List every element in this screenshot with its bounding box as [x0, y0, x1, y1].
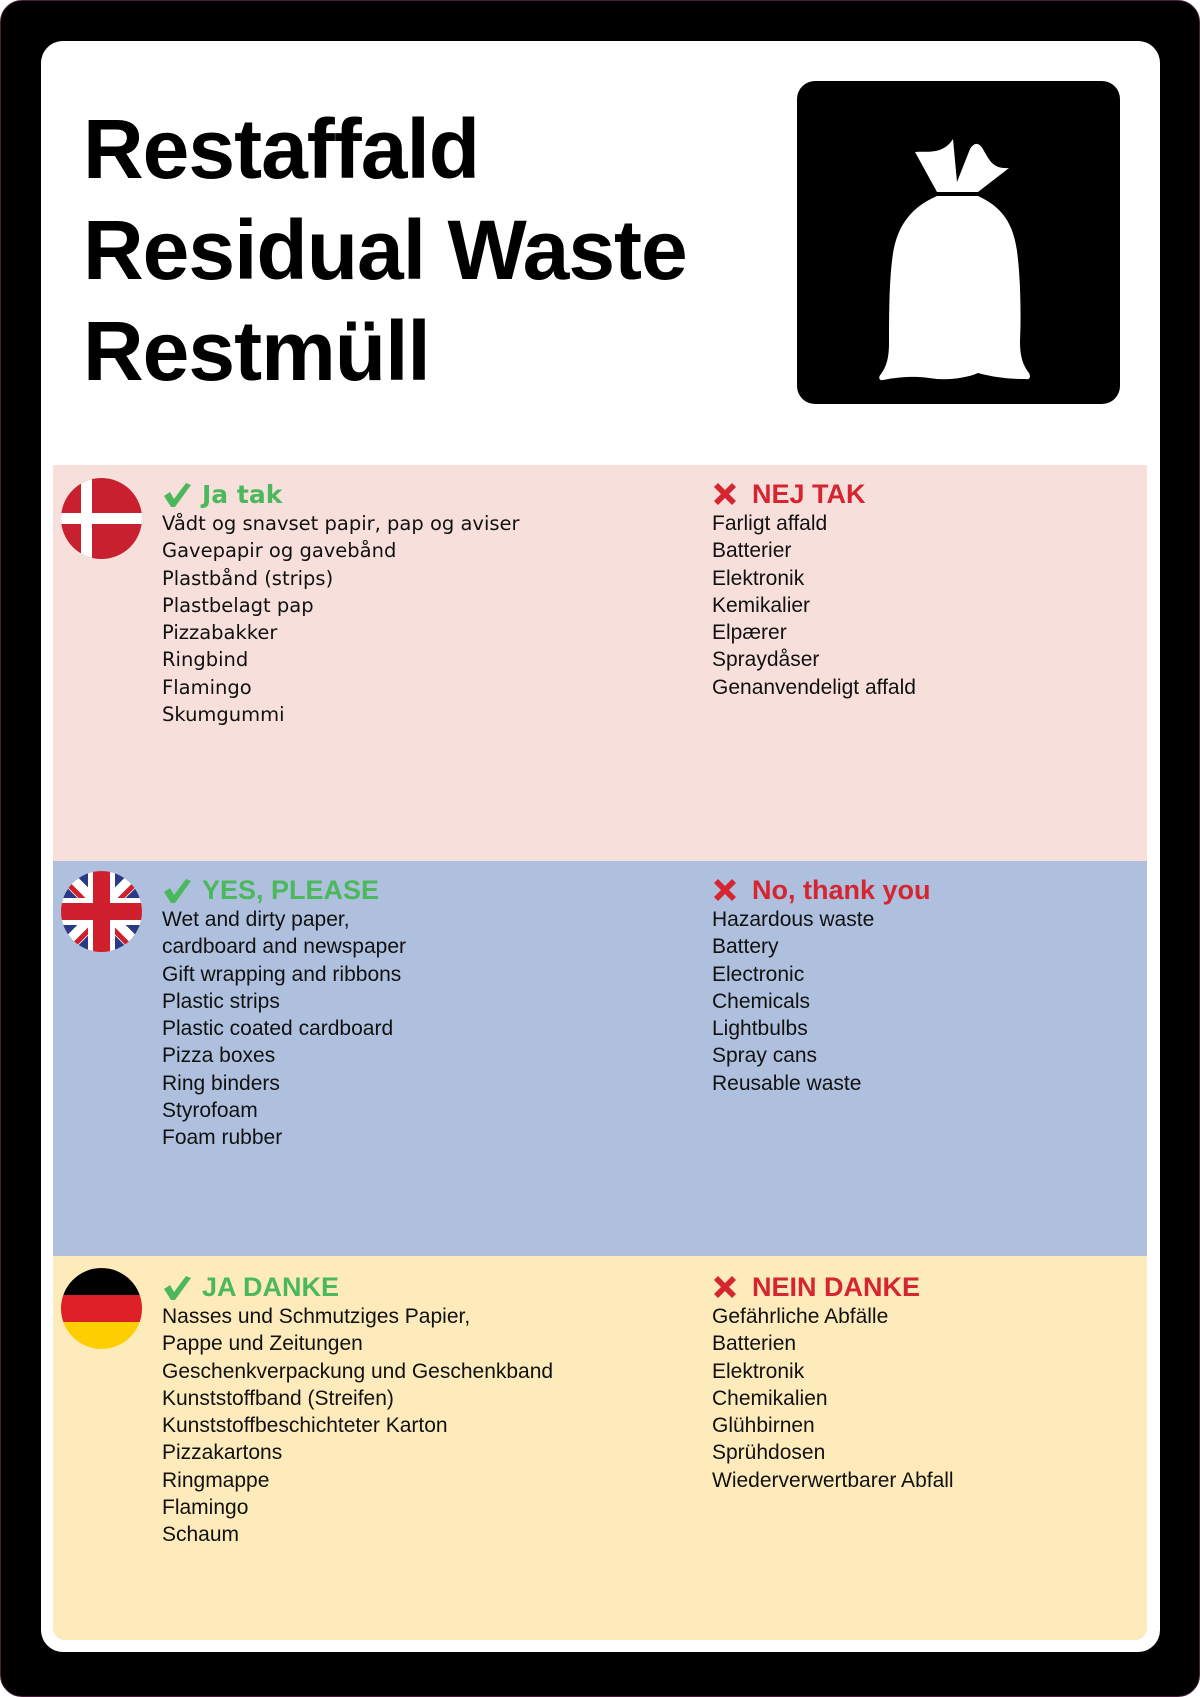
list-item: Lightbulbs — [712, 1017, 808, 1041]
list-item: Gift wrapping and ribbons — [162, 962, 402, 986]
title-german: Restmüll — [83, 304, 430, 398]
list-item: Elpærer — [712, 621, 787, 645]
cross-icon — [712, 878, 742, 904]
denmark-flag-icon — [61, 478, 142, 559]
list-item: Plastic coated cardboard — [162, 1017, 394, 1041]
accepted-list — [162, 510, 520, 728]
list-item: Batterien — [712, 1332, 797, 1356]
list-item: Pizzakartons — [162, 1441, 283, 1465]
sign-card — [41, 41, 1160, 1652]
list-item: Wet and dirty paper, — [162, 908, 350, 931]
list-item: Chemicals — [712, 989, 811, 1013]
germany-flag-icon — [61, 1268, 142, 1349]
list-item: Flamingo — [162, 675, 252, 699]
list-item: Pizzabakker — [162, 621, 278, 645]
list-item: Pizza boxes — [162, 1044, 276, 1068]
list-item: Sprühdosen — [712, 1441, 826, 1465]
accepted-column — [162, 1272, 553, 1549]
accepted-heading: JA DANKE — [162, 1272, 553, 1303]
sign-title — [83, 99, 687, 402]
title-english: Residual Waste — [83, 203, 687, 297]
list-item: Ringbind — [162, 648, 249, 672]
accepted-column — [162, 479, 520, 728]
accepted-column — [162, 875, 406, 1152]
cross-icon — [712, 482, 742, 508]
list-item: Schaum — [162, 1523, 240, 1547]
list-item: Gavepapir og gavebånd — [162, 539, 397, 563]
list-item: Wiederverwertbarer Abfall — [712, 1468, 954, 1492]
list-item: Plastbelagt pap — [162, 593, 314, 617]
list-item: Elektronik — [712, 566, 805, 590]
accepted-list — [162, 906, 406, 1152]
list-item: Spraydåser — [712, 648, 820, 672]
united-kingdom-flag-icon — [61, 871, 142, 952]
list-item: Ringmappe — [162, 1468, 270, 1492]
accepted-list — [162, 1303, 553, 1549]
list-item: cardboard and newspaper — [162, 935, 407, 959]
list-item: Kunststoffbeschichteter Karton — [162, 1414, 448, 1438]
list-item: Batterier — [712, 539, 792, 563]
list-item: Kunststoffband (Streifen) — [162, 1386, 394, 1410]
rejected-list — [712, 510, 916, 701]
rejected-column — [712, 875, 931, 1097]
list-item: Farligt affald — [712, 512, 828, 535]
list-item: Plastic strips — [162, 989, 280, 1013]
list-item: Skumgummi — [162, 703, 285, 727]
list-item: Nasses und Schmutziges Papier, — [162, 1305, 471, 1328]
list-item: Foam rubber — [162, 1126, 283, 1150]
list-item: Elektronik — [712, 1359, 805, 1383]
list-item: Chemikalien — [712, 1386, 828, 1410]
title-danish: Restaffald — [83, 102, 480, 196]
list-item: Flamingo — [162, 1496, 249, 1520]
list-item: Spray cans — [712, 1044, 818, 1068]
checkmark-icon — [162, 1275, 192, 1301]
rejected-list — [712, 906, 931, 1097]
accepted-heading: Ja tak — [162, 479, 520, 510]
list-item: Reusable waste — [712, 1071, 862, 1095]
list-item: Glühbirnen — [712, 1414, 815, 1438]
list-item: Kemikalier — [712, 593, 811, 617]
checkmark-icon — [162, 482, 192, 508]
rejected-column — [712, 479, 916, 701]
list-item: Electronic — [712, 962, 805, 986]
list-item: Plastbånd (strips) — [162, 566, 334, 590]
rejected-heading: NEJ TAK — [712, 479, 916, 510]
section-german — [53, 1256, 1147, 1640]
list-item: Genanvendeligt affald — [712, 675, 916, 699]
accepted-heading: YES, PLEASE — [162, 875, 406, 906]
section-english — [53, 861, 1147, 1256]
section-danish — [53, 465, 1147, 861]
list-item: Gefährliche Abfälle — [712, 1305, 889, 1328]
cross-icon — [712, 1275, 742, 1301]
rejected-list — [712, 1303, 954, 1494]
rejected-heading: NEIN DANKE — [712, 1272, 954, 1303]
rejected-heading: No, thank you — [712, 875, 931, 906]
list-item: Styrofoam — [162, 1099, 258, 1123]
list-item: Ring binders — [162, 1071, 280, 1095]
list-item: Geschenkverpackung und Geschenkband — [162, 1359, 554, 1383]
list-item: Pappe und Zeitungen — [162, 1332, 363, 1356]
checkmark-icon — [162, 878, 192, 904]
rejected-column — [712, 1272, 954, 1494]
list-item: Vådt og snavset papir, pap og aviser — [162, 512, 520, 535]
garbage-bag-icon — [797, 81, 1120, 404]
list-item: Hazardous waste — [712, 908, 875, 931]
list-item: Battery — [712, 935, 779, 959]
